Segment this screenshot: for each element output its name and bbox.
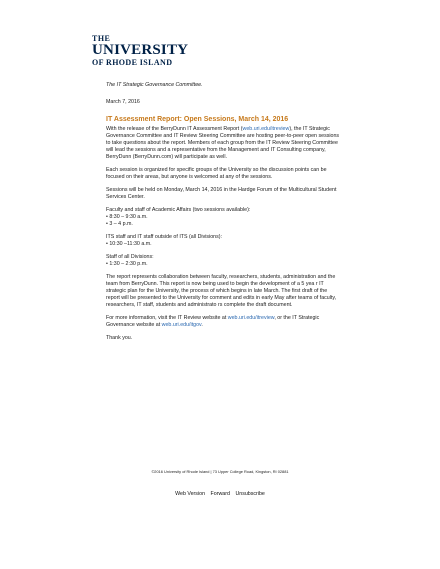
- session-times: [106, 261, 342, 268]
- info-text-2: , or the IT Strategic Governance website at: [106, 315, 320, 328]
- intro-text-1: With the release of the BerryDunn IT Assessment Report (: [106, 126, 243, 132]
- info-text-1: For more information, visit the IT Review website at: [106, 315, 228, 321]
- session-times: [106, 241, 342, 248]
- location-paragraph: Sessions will be held on Monday, March 14, 2016 in the Hardge Forum of the Multicultural Student Services Center.: [106, 187, 337, 200]
- unsubscribe-link[interactable]: Unsubscribe: [235, 491, 265, 497]
- group-heading: ITS staff and IT staff outside of ITS (all Divisions):: [106, 234, 222, 240]
- itreview-website-link[interactable]: web.uri.edu/itreview: [227, 315, 275, 321]
- itreview-link[interactable]: web.uri.edu/itreview: [242, 126, 290, 132]
- footer-links: [0, 491, 440, 497]
- more-info-paragraph: [106, 315, 342, 329]
- logo-of-rhode-island: OF RHODE ISLAND: [92, 58, 173, 67]
- email-body: [106, 82, 342, 348]
- group-heading: Faculty and staff of Academic Affairs (two sessions available):: [106, 207, 251, 213]
- session-group-its: [106, 234, 342, 248]
- session-times: [106, 214, 342, 228]
- sessions-paragraph: Each session is organized for specific groups of the University so the discussion points can be focused on their areas, but anyone is welcomed at any of the sessions.: [106, 167, 327, 180]
- info-text-3: .: [201, 322, 203, 328]
- logo-university: UNIVERSITY: [92, 42, 189, 58]
- session-group-staff: [106, 254, 342, 268]
- session-time: • 8:30 – 9:30 a.m.: [106, 214, 148, 220]
- itgov-website-link[interactable]: web.uri.edu/itgov: [161, 322, 202, 328]
- logo-the: THE: [92, 34, 111, 43]
- web-version-link[interactable]: Web Version: [175, 491, 206, 497]
- group-heading: Staff of all Divisions:: [106, 254, 154, 260]
- session-group-academic: [106, 207, 342, 228]
- uri-logo: [92, 34, 188, 68]
- intro-paragraph: [106, 126, 342, 161]
- collaboration-paragraph: The report represents collaboration between faculty, researchers, students, administration and the team from BerryDunn. This report is now being used to begin the development of a 5 yea r IT strategic plan for the University, the process of which begins in late March. The first draft of the report will be presented to the University for comment and edits in early May after teams of faculty, researchers, IT staff, students and administrato rs complete the draft document.: [106, 274, 337, 308]
- footer-address: ©2016 University of Rhode Island | 73 Upper College Road, Kingston, RI 02881: [151, 469, 289, 474]
- session-time: • 1:30 – 2:30 p.m.: [106, 261, 148, 267]
- date-line: March 7, 2016: [106, 99, 140, 105]
- thanks-line: Thank you.: [106, 335, 133, 341]
- intro-text-2: ), the IT Strategic Governance Committee and IT Review Steering Committee are hosting peer-to-peer open sessions to take questions about the report. Members of each group from the IT Review Steering Committee will lead the sessions and a representative from the Management and IT Consulting company, BerryDunn (BerryDunn.com) will participate as well.: [106, 126, 340, 160]
- session-time: • 3 – 4 p.m.: [106, 221, 133, 227]
- session-time: • 10:30 –11:30 a.m.: [106, 241, 152, 247]
- forward-link[interactable]: Forward: [210, 491, 230, 497]
- committee-line: The IT Strategic Governance Committee.: [106, 82, 203, 88]
- report-title: IT Assessment Report: Open Sessions, March 14, 2016: [106, 116, 289, 123]
